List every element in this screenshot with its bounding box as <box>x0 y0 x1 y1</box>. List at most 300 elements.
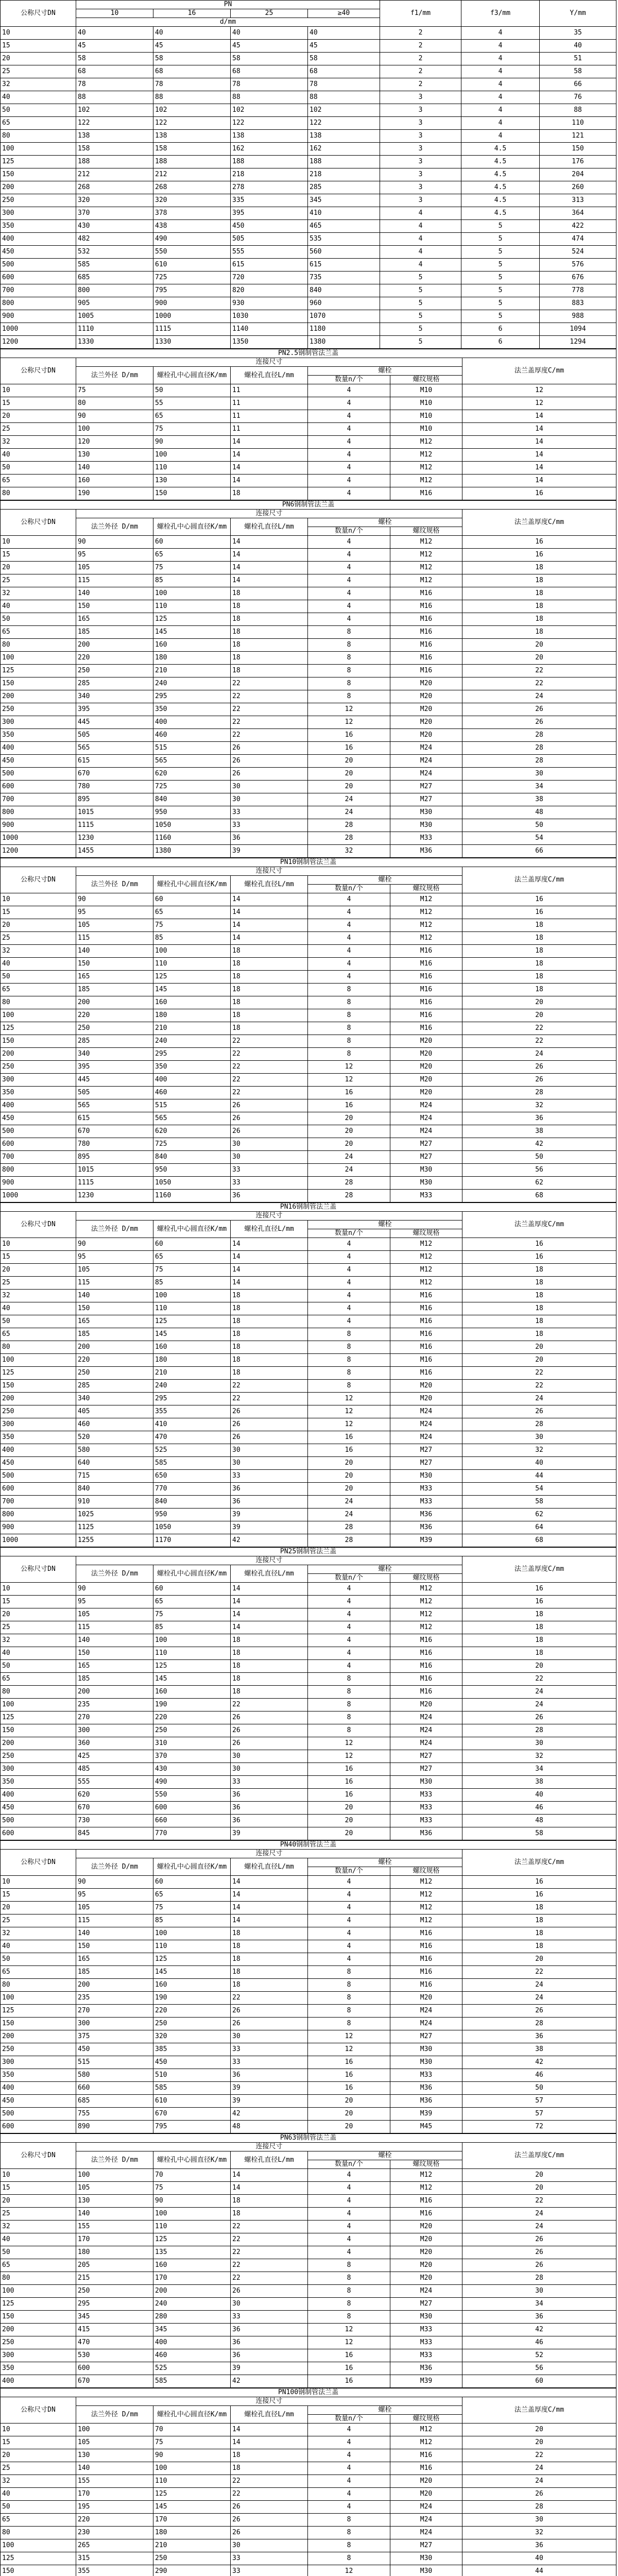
table-cell: 42 <box>462 2324 616 2336</box>
table-cell: 900 <box>1 310 76 323</box>
table-header-row <box>1 2143 616 2151</box>
table-cell: 46 <box>462 2069 616 2082</box>
table-cell: 720 <box>231 272 308 284</box>
column-header-outer-diameter: 法兰外径 D/mm <box>76 1221 153 1238</box>
table-cell: 138 <box>76 130 153 143</box>
table-cell: 30 <box>231 1151 308 1164</box>
table-cell: 16 <box>462 906 616 919</box>
table-cell: 18 <box>462 613 616 626</box>
table-cell: 4 <box>308 397 390 410</box>
table-cell: 138 <box>308 130 380 143</box>
table-cell: 90 <box>76 536 153 549</box>
table-cell: 20 <box>308 781 390 793</box>
table-cell: M20 <box>390 2475 462 2488</box>
table-cell: 450 <box>1 1112 76 1125</box>
table-cell: M16 <box>390 487 462 500</box>
table-row <box>1 1724 616 1737</box>
table-cell: 364 <box>540 207 616 220</box>
table-cell: 80 <box>1 130 76 143</box>
table-cell: 62 <box>462 1177 616 1190</box>
table-cell: M12 <box>390 2424 462 2436</box>
table-cell: M33 <box>390 1789 462 1802</box>
table-cell: 16 <box>308 1776 390 1789</box>
table-cell: 350 <box>1 1087 76 1099</box>
table-cell: M24 <box>390 1737 462 1750</box>
table-cell: 30 <box>462 1737 616 1750</box>
table-cell: 218 <box>308 168 380 181</box>
table-row <box>1 1444 616 1457</box>
table-row <box>1 2259 616 2272</box>
table-cell: 48 <box>462 806 616 819</box>
table-cell: 5 <box>461 259 540 272</box>
flange-cover-table <box>0 1840 616 2133</box>
table-cell: 150 <box>76 958 153 971</box>
table-cell: 4 <box>308 1290 390 1302</box>
table-cell: 30 <box>231 2298 308 2311</box>
table-cell: 295 <box>153 1393 231 1405</box>
table-cell: 36 <box>231 1496 308 1509</box>
table-cell: 22 <box>231 2272 308 2285</box>
table-cell: 14 <box>462 474 616 487</box>
table-cell: 102 <box>308 104 380 117</box>
table-cell: 18 <box>231 600 308 613</box>
table-cell: 65 <box>153 410 231 423</box>
table-cell: 26 <box>231 1724 308 1737</box>
table-cell: 18 <box>231 971 308 984</box>
table-cell: 18 <box>231 1315 308 1328</box>
table-cell: 188 <box>76 156 153 168</box>
table-cell: 26 <box>462 2488 616 2501</box>
table-cell: 4 <box>308 2221 390 2233</box>
table-cell: M30 <box>390 2311 462 2324</box>
table-cell: 600 <box>1 1483 76 1496</box>
table-cell: 62 <box>462 1509 616 1521</box>
table-cell: M30 <box>390 1177 462 1190</box>
column-header-bolt: 螺栓 <box>308 1858 462 1867</box>
table-cell: 4 <box>308 1914 390 1927</box>
table-cell: 300 <box>76 1724 153 1737</box>
table-cell: 16 <box>308 2056 390 2069</box>
table-cell: 80 <box>1 1979 76 1992</box>
column-header-thread: 螺纹规格 <box>390 885 462 893</box>
table-row <box>1 2552 616 2565</box>
section-title: PN16钢制管法兰盖 <box>1 1203 616 1212</box>
table-cell: 68 <box>462 1190 616 1202</box>
table-cell: 320 <box>153 194 231 207</box>
table-cell: 35 <box>540 27 616 40</box>
table-cell: 36 <box>231 2349 308 2362</box>
table-cell: 50 <box>1 1660 76 1673</box>
table-cell: 26 <box>462 2246 616 2259</box>
table-cell: M36 <box>390 2362 462 2375</box>
table-cell: 42 <box>462 2056 616 2069</box>
table-cell: M10 <box>390 397 462 410</box>
table-cell: 33 <box>231 1776 308 1789</box>
table-cell: 100 <box>1 1699 76 1711</box>
table-row <box>1 2221 616 2233</box>
table-cell: 14 <box>462 462 616 474</box>
table-cell: 1005 <box>76 310 153 323</box>
table-cell: 490 <box>153 1776 231 1789</box>
table-cell: M24 <box>390 1125 462 1138</box>
table-cell: 1230 <box>76 832 153 845</box>
table-cell: 515 <box>76 2056 153 2069</box>
table-cell: 200 <box>1 2324 76 2336</box>
table-cell: M20 <box>390 2233 462 2246</box>
table-cell: 36 <box>231 2336 308 2349</box>
table-cell: 65 <box>1 474 76 487</box>
table-cell: 18 <box>231 1328 308 1341</box>
table-cell: M24 <box>390 1099 462 1112</box>
table-cell: 335 <box>231 194 308 207</box>
table-cell: M20 <box>390 2488 462 2501</box>
table-cell: 145 <box>153 1673 231 1686</box>
table-cell: 88 <box>540 104 616 117</box>
table-cell: M27 <box>390 2298 462 2311</box>
table-cell: M27 <box>390 1151 462 1164</box>
table-cell: 585 <box>153 2082 231 2095</box>
table-row <box>1 310 616 323</box>
table-cell: 180 <box>153 2527 231 2539</box>
table-cell: 8 <box>308 1048 390 1061</box>
section-title-row <box>1 858 616 867</box>
table-cell: 18 <box>462 1940 616 1953</box>
table-cell: 1015 <box>76 806 153 819</box>
table-cell: 22 <box>231 1074 308 1087</box>
table-cell: 38 <box>462 2043 616 2056</box>
table-cell: 576 <box>540 259 616 272</box>
table-cell: 3 <box>380 117 461 130</box>
table-cell: 39 <box>231 1521 308 1534</box>
table-cell: 36 <box>231 1815 308 1827</box>
table-cell: M20 <box>390 703 462 716</box>
table-cell: M20 <box>390 716 462 729</box>
table-row <box>1 755 616 768</box>
table-row <box>1 2056 616 2069</box>
table-cell: 220 <box>76 1009 153 1022</box>
table-cell: 165 <box>76 1953 153 1966</box>
table-cell: 250 <box>153 2552 231 2565</box>
table-row <box>1 1534 616 1547</box>
table-cell: 40 <box>1 600 76 613</box>
table-cell: M20 <box>390 1087 462 1099</box>
table-cell: 4 <box>308 1238 390 1251</box>
table-cell: 4 <box>308 1647 390 1660</box>
table-cell: 100 <box>153 1927 231 1940</box>
table-cell: M24 <box>390 2285 462 2298</box>
table-cell: M16 <box>390 1328 462 1341</box>
table-cell: 8 <box>308 2005 390 2018</box>
table-cell: 14 <box>231 906 308 919</box>
table-cell: 4 <box>461 117 540 130</box>
table-cell: 8 <box>308 2272 390 2285</box>
table-cell: M30 <box>390 1776 462 1789</box>
table-cell: 18 <box>231 2208 308 2221</box>
column-header-hole-diameter: 螺栓孔直径L/mm <box>231 2406 308 2424</box>
table-cell: 285 <box>308 181 380 194</box>
column-header-pn40: ≥40 <box>308 9 380 18</box>
table-cell: 85 <box>153 1277 231 1290</box>
table-cell: M16 <box>390 945 462 958</box>
table-cell: 4 <box>461 27 540 40</box>
table-cell: 80 <box>1 639 76 652</box>
table-cell: 18 <box>462 1264 616 1277</box>
table-cell: 85 <box>153 1621 231 1634</box>
table-cell: M39 <box>390 1534 462 1547</box>
table-cell: 50 <box>1 971 76 984</box>
table-cell: 20 <box>1 562 76 574</box>
table-cell: 200 <box>1 1048 76 1061</box>
table-cell: M16 <box>390 971 462 984</box>
table-cell: M30 <box>390 2552 462 2565</box>
table-cell: 40 <box>1 1302 76 1315</box>
table-cell: 20 <box>308 1470 390 1483</box>
table-cell: 65 <box>1 1328 76 1341</box>
table-cell: 800 <box>1 1509 76 1521</box>
table-row <box>1 297 616 310</box>
table-cell: 4.5 <box>461 143 540 156</box>
table-row <box>1 2324 616 2336</box>
table-cell: 20 <box>308 755 390 768</box>
table-cell: M12 <box>390 1596 462 1608</box>
table-cell: M30 <box>390 819 462 832</box>
column-header-outer-diameter: 法兰外径 D/mm <box>76 518 153 536</box>
column-header-y: Y/mm <box>540 1 616 27</box>
table-row <box>1 1022 616 1035</box>
table-cell: 22 <box>462 1022 616 1035</box>
table-cell: 36 <box>231 2069 308 2082</box>
table-cell: 950 <box>153 1164 231 1177</box>
table-cell: 218 <box>231 168 308 181</box>
table-header-row <box>1 510 616 518</box>
table-row <box>1 587 616 600</box>
table-cell: 64 <box>462 1521 616 1534</box>
table-cell: 3 <box>380 143 461 156</box>
table-cell: M12 <box>390 1621 462 1634</box>
table-cell: 28 <box>462 742 616 755</box>
table-cell: 200 <box>153 2285 231 2298</box>
table-cell: 39 <box>231 1509 308 1521</box>
table-cell: 150 <box>1 2565 76 2576</box>
table-cell: 24 <box>462 1699 616 1711</box>
table-cell: 16 <box>462 536 616 549</box>
table-cell: 840 <box>308 284 380 297</box>
table-cell: 410 <box>153 1418 231 1431</box>
table-cell: 18 <box>462 1621 616 1634</box>
table-cell: 24 <box>462 1992 616 2005</box>
table-cell: M12 <box>390 2182 462 2195</box>
table-cell: 8 <box>308 1966 390 1979</box>
table-header-row <box>1 358 616 367</box>
column-header-bolt-circle: 螺栓孔中心圆直径K/mm <box>153 2406 231 2424</box>
table-cell: 450 <box>76 2043 153 2056</box>
table-row <box>1 474 616 487</box>
table-cell: 660 <box>76 2082 153 2095</box>
table-cell: 165 <box>76 613 153 626</box>
table-row <box>1 2501 616 2514</box>
table-cell: 2 <box>380 27 461 40</box>
table-cell: 180 <box>153 1009 231 1022</box>
table-cell: 505 <box>76 729 153 742</box>
table-cell: 100 <box>1 1009 76 1022</box>
table-cell: 54 <box>462 1483 616 1496</box>
table-cell: 40 <box>462 2552 616 2565</box>
table-row <box>1 1418 616 1431</box>
column-header-outer-diameter: 法兰外径 D/mm <box>76 2151 153 2169</box>
table-cell: 280 <box>153 2311 231 2324</box>
table-cell: 20 <box>1 1608 76 1621</box>
table-cell: 4 <box>308 1953 390 1966</box>
table-row <box>1 1763 616 1776</box>
table-cell: M39 <box>390 2375 462 2388</box>
table-cell: 250 <box>1 1061 76 1074</box>
table-cell: 460 <box>76 1418 153 1431</box>
table-cell: 300 <box>1 2349 76 2362</box>
table-cell: 615 <box>76 755 153 768</box>
table-cell: 75 <box>153 423 231 436</box>
table-cell: 54 <box>462 832 616 845</box>
table-cell: 11 <box>231 384 308 397</box>
table-cell: 395 <box>76 703 153 716</box>
table-cell: 18 <box>231 1660 308 1673</box>
table-cell: 670 <box>76 1125 153 1138</box>
table-cell: 34 <box>462 1763 616 1776</box>
table-cell: 515 <box>153 742 231 755</box>
table-cell: 18 <box>231 1940 308 1953</box>
table-cell: 18 <box>462 562 616 574</box>
table-cell: 100 <box>1 143 76 156</box>
table-cell: 36 <box>231 1802 308 1815</box>
table-row <box>1 703 616 716</box>
table-cell: 22 <box>462 677 616 690</box>
table-cell: 430 <box>76 220 153 233</box>
table-cell: M24 <box>390 1418 462 1431</box>
table-cell: 290 <box>153 2565 231 2576</box>
table-cell: 16 <box>462 1889 616 1902</box>
table-row <box>1 78 616 91</box>
table-cell: 40 <box>1 1940 76 1953</box>
table-cell: 24 <box>308 1164 390 1177</box>
table-cell: 12 <box>308 2043 390 2056</box>
flange-cover-table <box>0 349 616 500</box>
table-cell: 10 <box>1 536 76 549</box>
table-cell: 26 <box>462 1074 616 1087</box>
column-header-bolt-circle: 螺栓孔中心圆直径K/mm <box>153 518 231 536</box>
table-cell: 3 <box>380 130 461 143</box>
table-cell: 20 <box>462 2182 616 2195</box>
table-cell: 36 <box>462 2539 616 2552</box>
table-cell: 8 <box>308 665 390 677</box>
table-cell: 8 <box>308 2527 390 2539</box>
flange-cover-table <box>0 1202 616 1547</box>
table-cell: 4 <box>461 53 540 65</box>
table-cell: 36 <box>462 2311 616 2324</box>
table-cell: 360 <box>76 1737 153 1750</box>
table-row <box>1 156 616 168</box>
column-header-bolt-circle: 螺栓孔中心圆直径K/mm <box>153 1221 231 1238</box>
table-cell: 300 <box>1 1074 76 1087</box>
table-cell: 16 <box>308 1763 390 1776</box>
table-cell: 14 <box>231 1621 308 1634</box>
table-cell: 51 <box>540 53 616 65</box>
table-cell: 4 <box>308 487 390 500</box>
table-cell: 30 <box>231 781 308 793</box>
table-cell: 40 <box>1 2488 76 2501</box>
table-cell: 378 <box>153 207 231 220</box>
table-cell: M33 <box>390 1190 462 1202</box>
table-cell: 300 <box>76 2018 153 2030</box>
column-header-quantity: 数量n/个 <box>308 885 390 893</box>
table-cell: 350 <box>1 220 76 233</box>
table-cell: 20 <box>462 1009 616 1022</box>
table-cell: 240 <box>153 2298 231 2311</box>
table-cell: 12 <box>308 1405 390 1418</box>
table-cell: 50 <box>1 2246 76 2259</box>
table-cell: 150 <box>153 487 231 500</box>
table-cell: 4 <box>380 246 461 259</box>
column-header-bolt-circle: 螺栓孔中心圆直径K/mm <box>153 2151 231 2169</box>
table-cell: 24 <box>462 1048 616 1061</box>
table-cell: 5 <box>380 336 461 349</box>
table-row <box>1 104 616 117</box>
table-cell: M27 <box>390 2539 462 2552</box>
table-cell: 185 <box>76 984 153 996</box>
table-cell: 150 <box>1 2311 76 2324</box>
table-cell: 350 <box>1 2069 76 2082</box>
table-cell: M20 <box>390 690 462 703</box>
table-cell: 24 <box>462 2208 616 2221</box>
table-cell: 145 <box>153 1328 231 1341</box>
table-cell: 265 <box>76 2539 153 2552</box>
table-cell: 640 <box>76 1457 153 1470</box>
table-row <box>1 1953 616 1966</box>
table-cell: 3 <box>380 194 461 207</box>
table-cell: 300 <box>1 2056 76 2069</box>
table-cell: 580 <box>76 1444 153 1457</box>
table-cell: 26 <box>231 2018 308 2030</box>
section-title: PN10钢制管法兰盖 <box>1 858 616 867</box>
section-title: PN2.5钢制管法兰盖 <box>1 349 616 358</box>
table-cell: 32 <box>1 1290 76 1302</box>
table-cell: 400 <box>1 1444 76 1457</box>
table-cell: 14 <box>231 474 308 487</box>
table-cell: 565 <box>153 1112 231 1125</box>
table-cell: 895 <box>76 1151 153 1164</box>
table-cell: 4 <box>308 919 390 932</box>
table-cell: 18 <box>462 984 616 996</box>
table-row <box>1 2488 616 2501</box>
table-cell: 165 <box>76 1315 153 1328</box>
table-cell: 125 <box>1 665 76 677</box>
table-cell: 45 <box>76 40 153 53</box>
table-cell: 45 <box>308 40 380 53</box>
table-cell: 105 <box>76 2436 153 2449</box>
table-cell: 110 <box>153 1647 231 1660</box>
table-row <box>1 1087 616 1099</box>
table-row <box>1 1405 616 1418</box>
table-cell: 4 <box>380 207 461 220</box>
table-cell: 33 <box>231 2043 308 2056</box>
table-cell: 10 <box>1 2169 76 2182</box>
table-cell: 14 <box>231 919 308 932</box>
table-cell: 95 <box>76 1251 153 1264</box>
table-cell: 3 <box>380 91 461 104</box>
table-cell: 42 <box>231 1534 308 1547</box>
table-cell: 68 <box>153 65 231 78</box>
table-cell: 585 <box>153 1457 231 1470</box>
table-cell: 78 <box>308 78 380 91</box>
table-cell: M12 <box>390 1238 462 1251</box>
